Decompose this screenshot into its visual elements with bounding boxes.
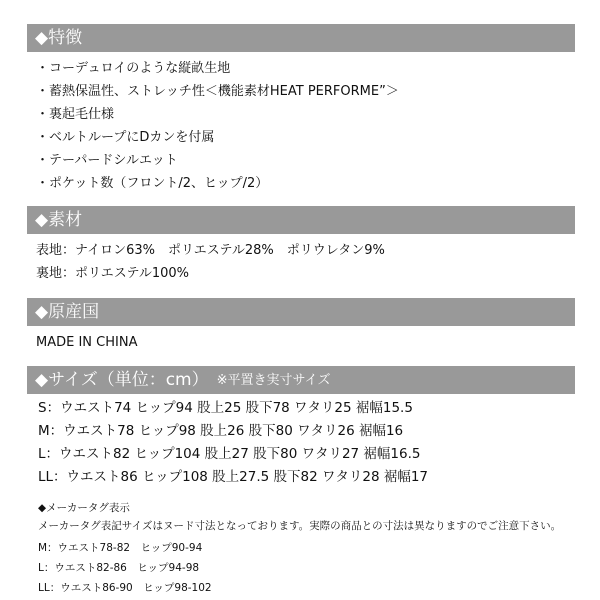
- material-item: 裏地：ポリエステル100%: [36, 266, 189, 281]
- material-header: [27, 206, 575, 234]
- feature-item: ・テーパードシルエット: [36, 153, 178, 168]
- feature-item: ・裏起毛仕様: [36, 107, 115, 122]
- feature-item: ・ベルトループにDカンを付属: [36, 130, 215, 145]
- feature-item: ・ポケット数（フロント/2、ヒップ/2）: [36, 176, 269, 191]
- features-header: [27, 24, 575, 52]
- size-header: [27, 366, 575, 394]
- maker-tag-row: M：ウエスト78-82 ヒップ90-94: [38, 542, 203, 554]
- maker-tag-row: LL：ウエスト86-90 ヒップ98-102: [38, 582, 212, 594]
- origin-header: [27, 298, 575, 326]
- size-row: LL：ウエスト86 ヒップ108 股上27.5 股下82 ワタリ28 裾幅17: [38, 469, 428, 485]
- features-title: ◆特徴: [35, 27, 83, 48]
- maker-tag-description: メーカータグ表記サイズはヌード寸法となっております。実際の商品との寸法は異なりますのでご注意下さい。: [38, 520, 562, 532]
- size-row: M：ウエスト78 ヒップ98 股上26 股下80 ワタリ26 裾幅16: [38, 423, 404, 439]
- origin-value: MADE IN CHINA: [36, 335, 138, 350]
- maker-tag-title: ◆メーカータグ表示: [38, 502, 130, 514]
- size-row: S：ウエスト74 ヒップ94 股上25 股下78 ワタリ25 裾幅15.5: [38, 400, 413, 416]
- feature-item: ・蓄熱保温性、ストレッチ性＜機能素材HEAT PERFORME”＞: [36, 84, 399, 99]
- feature-item: ・コーデュロイのような縦畝生地: [36, 61, 231, 76]
- size-row: L：ウエスト82 ヒップ104 股上27 股下80 ワタリ27 裾幅16.5: [38, 446, 421, 462]
- maker-tag-row: L：ウエスト82-86 ヒップ94-98: [38, 562, 200, 574]
- material-item: 表地：ナイロン63% ポリエステル28% ポリウレタン9%: [36, 243, 385, 258]
- origin-title: ◆原産国: [35, 301, 100, 322]
- material-title: ◆素材: [35, 209, 83, 230]
- size-title: ◆サイズ（単位：cm）: [35, 369, 209, 390]
- size-note: ※平置き実寸サイズ: [216, 372, 331, 388]
